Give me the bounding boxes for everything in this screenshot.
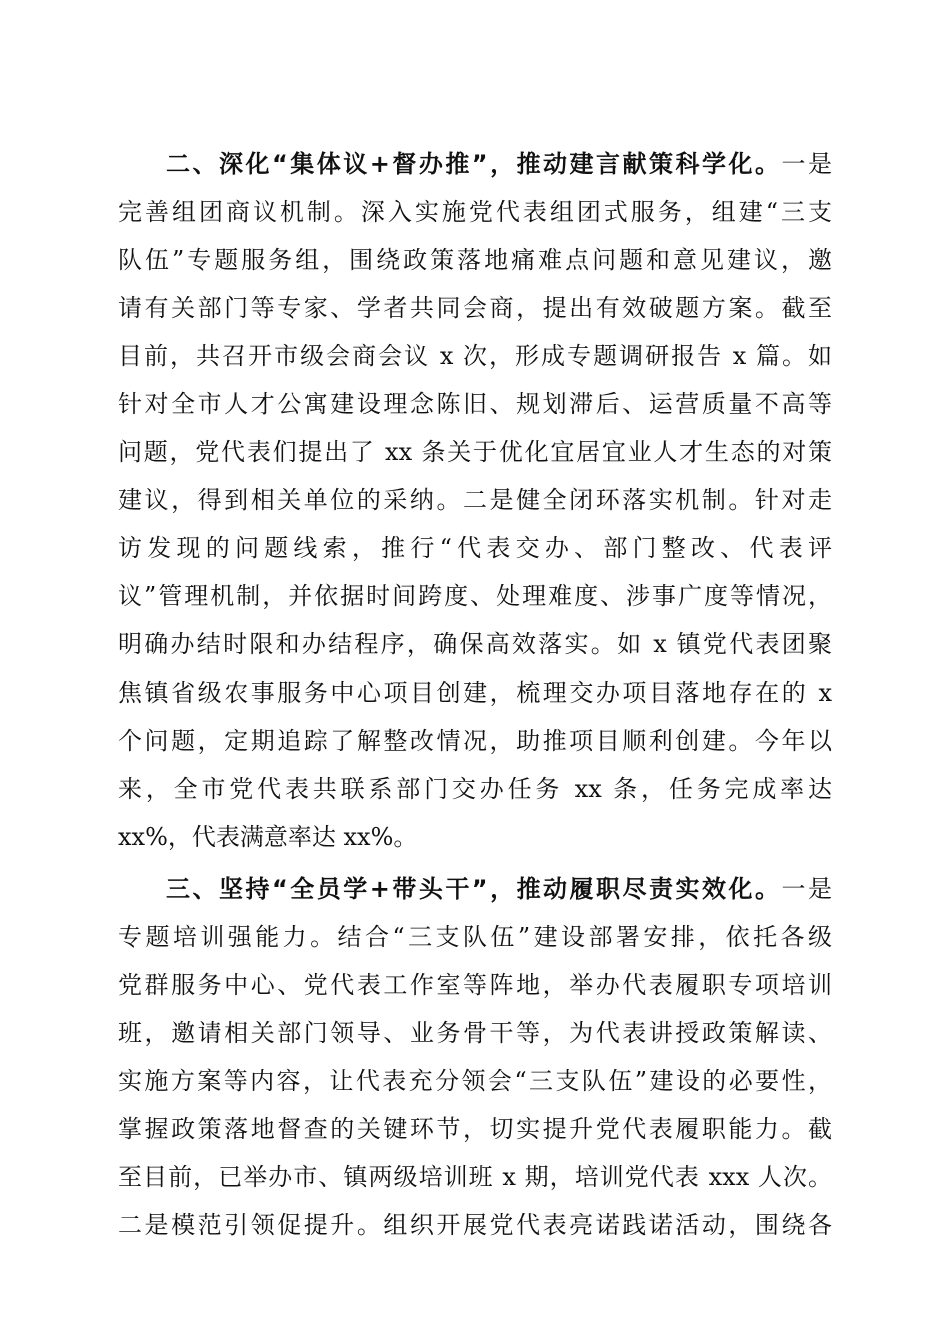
text-line: 议”管理机制，并依据时间跨度、处理难度、涉事广度等情况， xyxy=(118,582,832,611)
paragraph-first-line xyxy=(118,865,832,913)
text-line: 专题培训强能力。结合“三支队伍”建设部署安排，依托各级 xyxy=(118,922,832,951)
text-line: 实施方案等内容，让代表充分领会“三支队伍”建设的必要性， xyxy=(118,1066,832,1095)
section-heading: 三、坚持“全员学+带头干”，推动履职尽责实效化。 xyxy=(166,874,782,903)
text-line: 至目前，已举办市、镇两级培训班 x 期，培训党代表 xxx 人次。 xyxy=(118,1162,832,1191)
paragraph-2 xyxy=(118,140,832,861)
text-line: 来，全市党代表共联系部门交办任务 xx 条，任务完成率达 xyxy=(118,774,832,803)
text-line: 问题，党代表们提出了 xx 条关于优化宜居宜业人才生态的对策 xyxy=(118,438,832,467)
document-page xyxy=(118,140,832,1249)
section-heading: 二、深化“集体议+督办推”，推动建言献策科学化。 xyxy=(166,150,782,178)
text-line: 访发现的问题线索，推行“代表交办、部门整改、代表评 xyxy=(118,534,832,563)
text-line: 班，邀请相关部门领导、业务骨干等，为代表讲授政策解读、 xyxy=(118,1018,832,1047)
text-line: 请有关部门等专家、学者共同会商，提出有效破题方案。截至 xyxy=(118,294,832,323)
text-line: 队伍”专题服务组，围绕政策落地痛难点问题和意见建议，邀 xyxy=(118,246,832,275)
text-line: 建议，得到相关单位的采纳。二是健全闭环落实机制。针对走 xyxy=(118,486,832,515)
text-line: 明确办结时限和办结程序，确保高效落实。如 x 镇党代表团聚 xyxy=(118,630,832,659)
text-line: 党群服务中心、党代表工作室等阵地，举办代表履职专项培训 xyxy=(118,970,832,999)
text-line: xx%，代表满意率达 xx%。 xyxy=(118,822,418,851)
text-line: 焦镇省级农事服务中心项目创建，梳理交办项目落地存在的 x xyxy=(118,678,832,707)
text-line: 目前，共召开市级会商会议 x 次，形成专题调研报告 x 篇。如 xyxy=(118,342,832,371)
text-line: 掌握政策落地督查的关键环节，切实提升党代表履职能力。截 xyxy=(118,1114,832,1143)
text-line: 个问题，定期追踪了解整改情况，助推项目顺利创建。今年以 xyxy=(118,726,832,755)
paragraph-3 xyxy=(118,865,832,1249)
line-text: 一是 xyxy=(781,874,832,903)
text-line: 针对全市人才公寓建设理念陈旧、规划滞后、运营质量不高等 xyxy=(118,390,832,419)
text-line: 二是模范引领促提升。组织开展党代表亮诺践诺活动，围绕各 xyxy=(118,1211,832,1240)
line-text: 一是 xyxy=(781,150,832,178)
paragraph-first-line xyxy=(118,140,832,188)
text-line: 完善组团商议机制。深入实施党代表组团式服务，组建“三支 xyxy=(118,198,832,227)
